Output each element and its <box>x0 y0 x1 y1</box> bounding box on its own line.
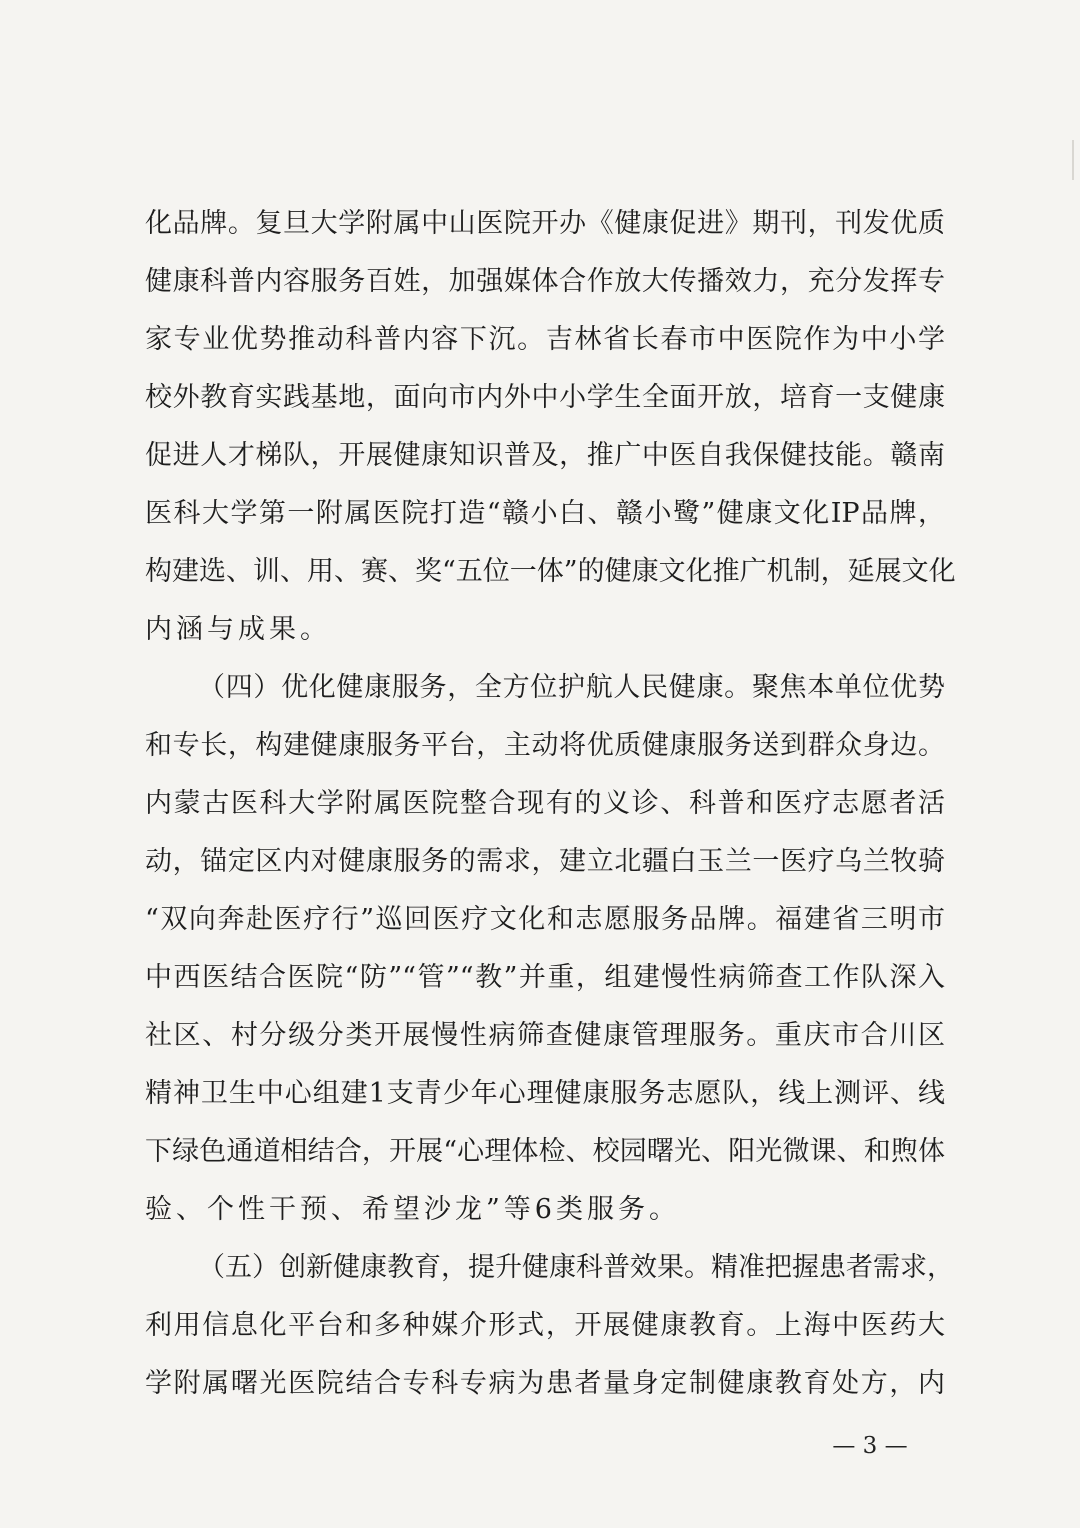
text-line: “双向奔赴医疗行”巡回医疗文化和志愿服务品牌。福建省三明市 <box>145 904 945 935</box>
text-line: 校外教育实践基地，面向市内外中小学生全面开放，培育一支健康 <box>145 382 945 413</box>
text-line: 化品牌。复旦大学附属中山医院开办《健康促进》期刊，刊发优质 <box>145 208 945 239</box>
scan-edge-mark <box>1072 140 1074 180</box>
text-line: 促进人才梯队，开展健康知识普及，推广中医自我保健技能。赣南 <box>145 440 945 471</box>
text-line: 下绿色通道相结合，开展“心理体检、校园曙光、阳光微课、和煦体 <box>145 1136 945 1167</box>
body-text <box>145 195 956 1413</box>
text-line: 精神卫生中心组建1支青少年心理健康服务志愿队，线上测评、线 <box>145 1078 945 1109</box>
text-line: 中西医结合医院“防”“管”“教”并重，组建慢性病筛查工作队深入 <box>145 962 945 993</box>
text-line: 内涵与成果。 <box>145 614 331 645</box>
text-line: 验、个性干预、希望沙龙”等6类服务。 <box>145 1194 680 1225</box>
text-line: 医科大学第一附属医院打造“赣小白、赣小鹭”健康文化IP品牌， <box>145 498 945 529</box>
text-line: 健康科普内容服务百姓，加强媒体合作放大传播效力，充分发挥专 <box>145 266 945 297</box>
text-line: 和专长，构建健康服务平台，主动将优质健康服务送到群众身边。 <box>145 730 945 761</box>
section-heading-line: （四）优化健康服务，全方位护航人民健康。聚焦本单位优势 <box>198 672 945 703</box>
page-number: — 3 — <box>832 1433 908 1459</box>
text-line: 社区、村分级分类开展慢性病筛查健康管理服务。重庆市合川区 <box>145 1020 945 1051</box>
text-line: 动，锚定区内对健康服务的需求，建立北疆白玉兰一医疗乌兰牧骑 <box>145 846 945 877</box>
text-line: 家专业优势推动科普内容下沉。吉林省长春市中医院作为中小学 <box>145 324 945 355</box>
text-line: 利用信息化平台和多种媒介形式，开展健康教育。上海中医药大 <box>145 1310 945 1341</box>
text-line: 内蒙古医科大学附属医院整合现有的义诊、科普和医疗志愿者活 <box>145 788 945 819</box>
section-heading-line: （五）创新健康教育，提升健康科普效果。精准把握患者需求， <box>198 1252 954 1283</box>
text-line: 构建选、训、用、赛、奖“五位一体”的健康文化推广机制，延展文化 <box>145 556 956 587</box>
text-line: 学附属曙光医院结合专科专病为患者量身定制健康教育处方，内 <box>145 1368 945 1399</box>
